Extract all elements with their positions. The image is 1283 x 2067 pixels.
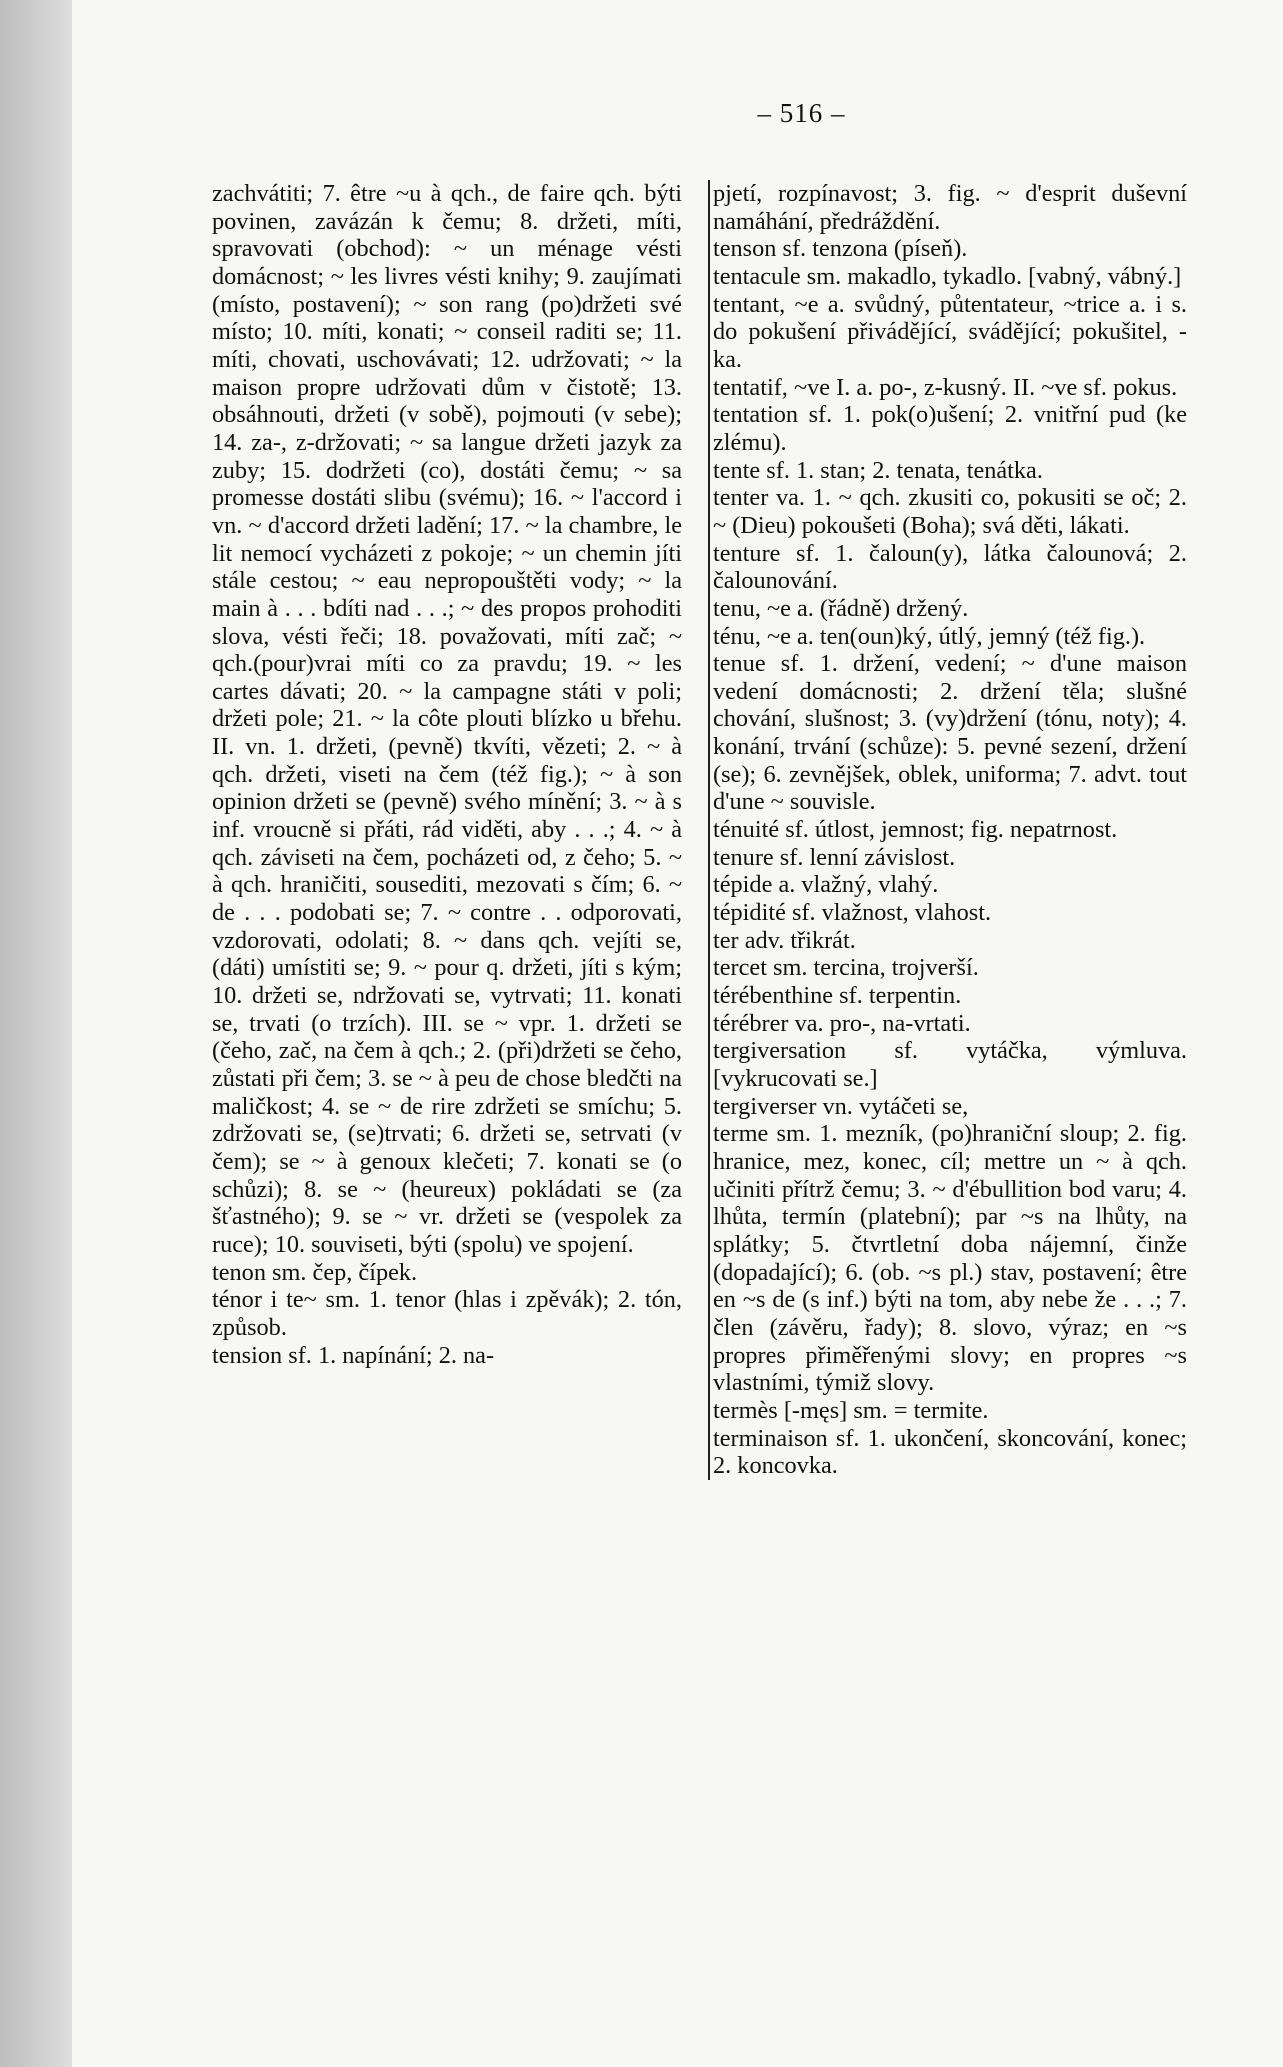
- dictionary-entry: terme sm. 1. mezník, (po)hraniční sloup; 2. fig. hranice, mez, konec, cíl; mettre un ~ à qch. učiniti přítrž čemu; 3. ~ d'ébullition bod varu; 4. lhůta, termín (platební); par ~s na lhůty, na splátky; 5. čtvrtletní doba nájemní, činže (dopadající); 6. (ob. ~s pl.) stav, postavení; être en ~s de (s inf.) býti na tom, aby nebe že . . .; 7. člen (závěru, řady); 8. slovo, výraz; en ~s propres přiměřenými slovy; en propres ~s vlastními, týmiž slovy.: [713, 1120, 1187, 1397]
- dictionary-entry: térébenthine sf. terpentin.: [713, 982, 962, 1010]
- dictionary-entry: tentation sf. 1. pok(o)ušení; 2. vnitřní pud (ke zlému).: [713, 401, 1187, 456]
- dictionary-entry: tenure sf. lenní závislost.: [713, 843, 956, 871]
- dictionary-entry: tenue sf. 1. držení, vedení; ~ d'une maison vedení domácnosti; 2. držení těla; slušné chování, slušnost; 3. (vy)držení (tónu, noty); 4. konání, trvání (schůze): 5. pevné sezení, držení (se); 6. zevnějšek, oblek, uniforma; 7. advt. tout d'une ~ souvisle.: [713, 650, 1187, 816]
- dictionary-entry: tenter va. 1. ~ qch. zkusiti co, pokusiti se oč; 2. ~ (Dieu) pokoušeti (Boha); svá děti, lákati.: [713, 484, 1187, 539]
- dictionary-entry: ténu, ~e a. ten(oun)ký, útlý, jemný (též fig.).: [713, 622, 1146, 650]
- right-column: [708, 180, 1187, 1480]
- dictionary-entry: tenon sm. čep, čípek.: [212, 1258, 418, 1286]
- dictionary-entry: termès [-męs] sm. = termite.: [713, 1396, 989, 1424]
- dictionary-entry: tenture sf. 1. čaloun(y), látka čalounová; 2. čalounování.: [713, 539, 1187, 595]
- page-number-value: 516: [779, 98, 824, 128]
- dictionary-entry: ter adv. třikrát.: [713, 926, 856, 954]
- page-number: – 516 –: [757, 98, 846, 128]
- left-column: [212, 180, 682, 1369]
- dictionary-entry: tente sf. 1. stan; 2. tenata, tenátka.: [713, 456, 1043, 484]
- dictionary-entry: tentatif, ~ve I. a. po-, z-kusný. II. ~ve sf. pokus.: [713, 373, 1178, 401]
- dictionary-entry: tenu, ~e a. (řádně) držený.: [713, 594, 969, 622]
- dictionary-entry: tergiversation sf. vytáčka, výmluva. [vykrucovati se.]: [713, 1037, 1187, 1092]
- dictionary-entry: térébrer va. pro-, na-vrtati.: [713, 1009, 971, 1037]
- dictionary-entry: tépide a. vlažný, vlahý.: [713, 871, 939, 899]
- dictionary-entry: tentant, ~e a. svůdný, půtentateur, ~trice a. i s. do pokušení přivádějící, svádějící; pokušitel, -ka.: [713, 290, 1187, 373]
- dictionary-entry: tentacule sm. makadlo, tykadlo. [vabný, vábný.]: [713, 262, 1182, 290]
- entry-continuation: pjetí, rozpínavost; 3. fig. ~ d'esprit duševní namáhání, předráždění.: [713, 180, 1187, 235]
- dictionary-entry: terminaison sf. 1. ukončení, skoncování, konec; 2. koncovka.: [713, 1424, 1187, 1480]
- dictionary-entry: tergiverser vn. vytáčeti se,: [713, 1092, 969, 1120]
- dictionary-entry: tépidité sf. vlažnost, vlahost.: [713, 899, 992, 927]
- dictionary-entry: tercet sm. tercina, trojverší.: [713, 954, 979, 982]
- dictionary-entry: ténor i te~ sm. 1. tenor (hlas i zpěvák); 2. tón, způsob.: [212, 1286, 682, 1341]
- dictionary-entry: tension sf. 1. napínání; 2. na-: [212, 1341, 495, 1369]
- page-edge-shadow: [0, 0, 72, 2067]
- dictionary-entry: ténuité sf. útlost, jemnost; fig. nepatrnost.: [713, 816, 1118, 844]
- entry-continuation: zachvátiti; 7. être ~u à qch., de faire qch. býti povinen, zavázán k čemu; 8. držeti, míti, spravovati (obchod): ~ un ménage vésti domácnost; ~ les livres vésti knihy; 9. zaujímati (místo, postavení); ~ son rang (po)držeti své místo; 10. míti, konati; ~ conseil raditi se; 11. míti, chovati, uschovávati; 12. udržovati; ~ la maison propre udržovati dům v čistotě; 13. obsáhnouti, držeti (v sobě), pojmouti (v sebe); 14. za-, z-držovati; ~ sa langue držeti jazyk za zuby; 15. dodržeti (co), dostáti čemu; ~ sa promesse dostáti slibu (svému); 16. ~ l'accord i vn. ~ d'accord držeti ladění; 17. ~ la chambre, le lit nemocí vycházeti z pokoje; ~ un chemin jíti stále cestou; ~ eau nepropouštěti vody; ~ la main à . . . bdíti nad . . .; ~ des propos prohoditi slova, vésti řeči; 18. považovati, míti zač; ~ qch.(pour)vrai míti co za pravdu; 19. ~ les cartes dávati; 20. ~ la campagne státi v poli; držeti pole; 21. ~ la côte plouti blízko u břehu. II. vn. 1. držeti, (pevně) tkvíti, vězeti; 2. ~ à qch. držeti, viseti na čem (též fig.); ~ à son opinion držeti se (pevně) svého mínění; 3. ~ à s inf. vroucně si přáti, rád viděti, aby . . .; 4. ~ à qch. záviseti na čem, pocházeti od, z čeho; 5. ~ à qch. hraničiti, sousediti, mezovati s čím; 6. ~ de . . . podobati se; 7. ~ contre . . odporovati, vzdorovati, odolati; 8. ~ dans qch. vejíti se, (dáti) umístiti se; 9. ~ pour q. držeti, jíti s kým; 10. držeti se, ndržovati se, vytrvati; 11. konati se, trvati (o trzích). III. se ~ vpr. 1. držeti se (čeho, zač, na čem à qch.; 2. (při)držeti se čeho, zůstati při čem; 3. se ~ à peu de chose bledčti na maličkost; 4. se ~ de rire zdržeti se smíchu; 5. zdržovati se, (se)trvati; 6. držeti se, setrvati (v čem); se ~ à genoux klečeti; 7. konati se (o schůzi); 8. se ~ (heureux) pokládati se (za šťastného); 9. se ~ vr. držeti se (vespolek za ruce); 10. souviseti, býti (spolu) ve spojení.: [212, 180, 682, 1258]
- dictionary-entry: tenson sf. tenzona (píseň).: [713, 235, 968, 263]
